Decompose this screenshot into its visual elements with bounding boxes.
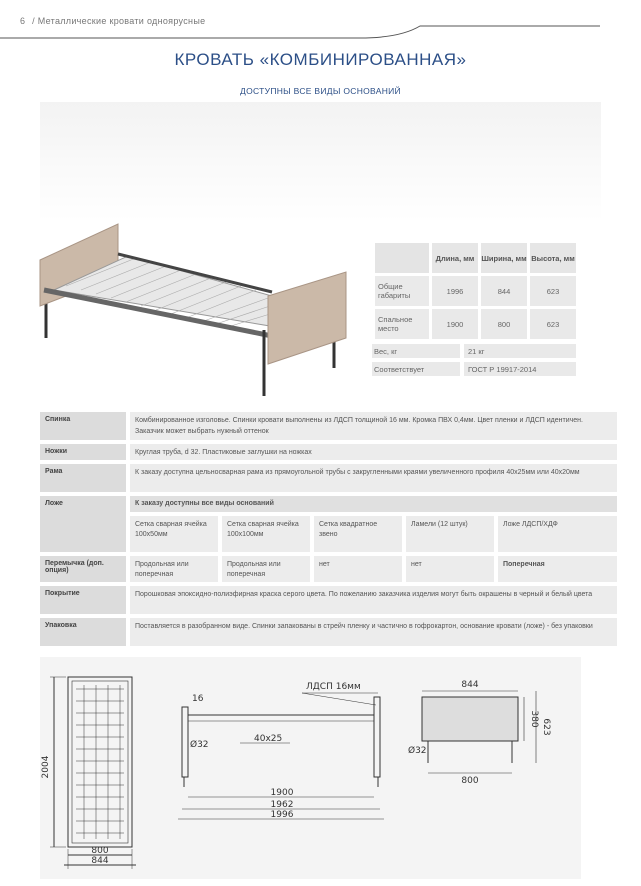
side-view-length-3: 1996 [270, 810, 294, 820]
peremychka-cells [130, 556, 617, 582]
page-number: 6 [20, 16, 26, 26]
spec-text: Порошковая эпоксидно-полиэфирная краска серого цвета. По пожеланию заказчика изделия могут быть окрашены в черный и белый цвета [130, 586, 617, 614]
spec-label: Спинка [40, 412, 126, 440]
weight-value: 21 кг [464, 344, 576, 358]
spec-label: Перемычка (доп. опция) [40, 556, 126, 582]
side-view-tube: Ø32 [190, 740, 209, 750]
table-cell: 800 [481, 309, 527, 339]
end-view-height-2: 623 [541, 718, 551, 736]
spec-label: Рама [40, 464, 126, 492]
column-header-length: Длина, мм [432, 243, 478, 273]
weight-label: Вес, кг [372, 344, 460, 358]
lozhe-option: Ламели (12 штук) [406, 516, 494, 552]
spec-row-peremychka [40, 556, 617, 582]
standard-row [372, 362, 582, 376]
table-corner [375, 243, 429, 273]
dimensions-table [372, 240, 579, 342]
spec-label: Упаковка [40, 618, 126, 646]
peremychka-option: Продольная или поперечная [222, 556, 310, 582]
top-view-length: 2004 [41, 755, 51, 779]
end-view-height-1: 380 [529, 710, 539, 728]
lozhe-cells [130, 496, 617, 552]
technical-drawing [40, 657, 581, 879]
standard-label: Соответствует [372, 362, 460, 376]
column-header-height: Высота, мм [530, 243, 576, 273]
lozhe-heading: К заказу доступны все виды оснований [130, 496, 617, 512]
spec-text: К заказу доступна цельносварная рама из прямоугольной трубы с закругленными краями увеличенного профиля 40х25мм или 40х20мм [130, 464, 617, 492]
spec-row-nozhki [40, 444, 617, 460]
spec-row-lozhe [40, 496, 617, 552]
end-view-width: 800 [461, 776, 479, 786]
side-view-length-2: 1962 [270, 800, 294, 810]
lozhe-option: Сетка сварная ячейка 100х100мм [222, 516, 310, 552]
top-view-width-total: 844 [91, 856, 109, 866]
top-view-width: 800 [91, 846, 109, 856]
top-view-drawing [50, 677, 136, 869]
table-cell: 1900 [432, 309, 478, 339]
side-view-edge: 16 [192, 694, 204, 704]
column-header-width: Ширина, мм [481, 243, 527, 273]
lozhe-option: Сетка квадратное звено [314, 516, 402, 552]
weight-row [372, 344, 582, 358]
side-view-ldsp: ЛДСП 16мм [306, 682, 361, 692]
breadcrumb-text: / Металлические кровати одноярусные [32, 16, 206, 26]
spec-text: Круглая труба, d 32. Пластиковые заглушки на ножках [130, 444, 617, 460]
peremychka-option: Поперечная [498, 556, 617, 582]
table-row [375, 276, 576, 306]
breadcrumb [20, 16, 205, 26]
table-cell: 1996 [432, 276, 478, 306]
table-cell: 623 [530, 276, 576, 306]
spec-text: Комбинированное изголовье. Спинки кровати выполнены из ЛДСП толщиной 16 мм. Кромка ПВХ 0,4мм. Цвет пленки и ЛДСП идентичен. Заказчик может выбрать нужный оттенок [130, 412, 617, 440]
row-label: Спальное место [375, 309, 429, 339]
lozhe-option: Ложе ЛДСП/ХДФ [498, 516, 617, 552]
spec-row-pokrytie [40, 586, 617, 614]
bed-image [36, 218, 356, 398]
spec-label: Ложе [40, 496, 126, 552]
row-label: Общие габариты [375, 276, 429, 306]
end-view-tube: Ø32 [408, 746, 427, 756]
peremychka-option: нет [314, 556, 402, 582]
standard-value: ГОСТ Р 19917-2014 [464, 362, 576, 376]
spec-label: Ножки [40, 444, 126, 460]
header-band [40, 102, 601, 222]
end-view-width-total: 844 [461, 680, 479, 690]
end-view-drawing [422, 691, 536, 773]
table-cell: 844 [481, 276, 527, 306]
spec-text: Поставляется в разобранном виде. Спинки запакованы в стрейч пленку и частично в гофрокартон, основание кровати (ложе) - без упаковки [130, 618, 617, 646]
spec-row-upakovka [40, 618, 617, 646]
spec-label: Покрытие [40, 586, 126, 614]
table-row [375, 309, 576, 339]
peremychka-option: Продольная или поперечная [130, 556, 218, 582]
lozhe-option: Сетка сварная ячейка 100х50мм [130, 516, 218, 552]
peremychka-option: нет [406, 556, 494, 582]
page-subtitle: ДОСТУПНЫ ВСЕ ВИДЫ ОСНОВАНИЙ [240, 86, 401, 96]
spec-row-spinka [40, 412, 617, 440]
page-title: КРОВАТЬ «КОМБИНИРОВАННАЯ» [174, 50, 467, 69]
side-view-frame: 40х25 [254, 734, 283, 744]
spec-row-rama [40, 464, 617, 492]
side-view-length-1: 1900 [270, 788, 294, 798]
table-cell: 623 [530, 309, 576, 339]
